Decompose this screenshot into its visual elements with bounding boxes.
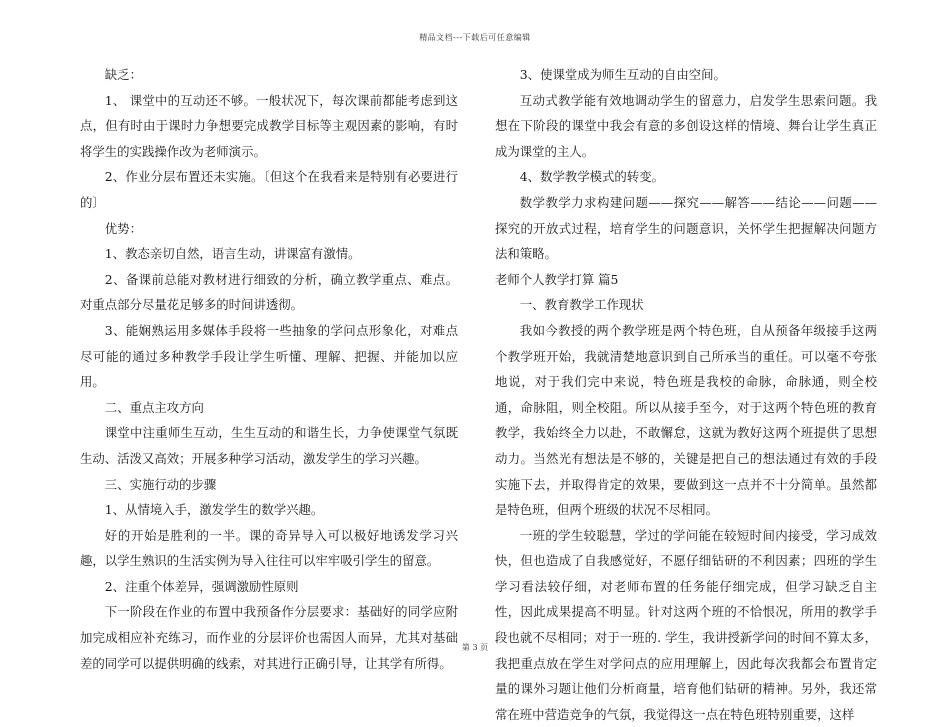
paragraph: 互动式教学能有效地调动学生的留意力，启发学生思索问题。我想在下阶段的课堂中我会有意的多创设这样的情境、舞台让学生真正成为课堂的主人。 bbox=[495, 92, 877, 159]
paragraph: 4、数学教学模式的转变。 bbox=[519, 169, 664, 185]
article-title: 老师个人教学打算 篇5 bbox=[495, 271, 619, 287]
paragraph: 一班的学生较聪慧，学过的学问能在较短时间内接受，学习成效快，但也造成了自我感觉好，不愿仔细钻研的不利因素；四班的学生学习看法较仔细，对老师布置的任务能仔细完成，但学习缺乏自主性，因此成果提高不明显。针对这两个班的不恰恨况，所用的教学手段也就不尽相同；对于一班的. 学生，我讲授新学问的时间不算太多，我把重点放在学生对学问点的应用理解上，因此每次我都会布置肯定量的课外习题让他们分析商量，培育他们钻研的精神。另外，我还常常在班中营造竞争的气氛，我觉得这一点在特色班特别重要，这样 bbox=[495, 527, 877, 722]
paragraph: 2、作业分层布置还未实施。〔但这个在我看来是特别有必要进行的〕 bbox=[80, 169, 458, 210]
section-heading: 二、重点主攻方向 bbox=[104, 399, 204, 415]
paragraph: 我如今教授的两个教学班是两个特色班，自从预备年级接手这两个教学班开始，我就清楚地意识到自己所承当的重任。可以毫不夸张地说，对于我们完中来说，特色班是我校的命脉，命脉通，则全校通，命脉阻，则全校阻。所以从接手至今，对于这两个特色班的教育教学，我始终全力以赴，不敢懈怠，这就为教好这两个班提供了思想动力。当然光有想法是不够的，关键是把自己的想法通过有效的手段实施下去，并取得肯定的效果，要做到这一点并不十分简单。虽然都是特色班，但两个班级的状况不尽相同。 bbox=[495, 322, 877, 518]
paragraph: 2、备课前总能对教材进行细致的分析，确立教学重点、难点。对重点部分尽量花足够多的时间讲透彻。 bbox=[80, 271, 458, 313]
right-column bbox=[495, 62, 877, 727]
paragraph: 2、注重个体差异，强调激励性原则 bbox=[104, 578, 299, 594]
paragraph: 好的开始是胜利的一半。课的奇异导入可以极好地诱发学习兴趣，以学生熟识的生活实例为导入往往可以牢牢吸引学生的留意。 bbox=[80, 527, 458, 569]
page-number: 第 3 页 bbox=[461, 643, 489, 652]
paragraph: 1、教态亲切自然，语言生动，讲课富有激情。 bbox=[104, 246, 361, 262]
paragraph: 优势： bbox=[104, 220, 142, 236]
paragraph: 3、能娴熟运用多媒体手段将一些抽象的学问点形象化，对难点尽可能的通过多种教学手段让学生听懂、理解、把握、并能加以应用。 bbox=[80, 322, 458, 390]
paragraph: 数学教学力求构建问题——探究——解答——结论——问题——探究的开放式过程，培育学生的问题意识，关怀学生把握解决问题方法和策略。 bbox=[495, 194, 877, 262]
paragraph: 下一阶段在作业的布置中我预备作分层要求：基础好的同学应附加完成相应补充练习，而作业的分层评价也需因人而异，尤其对基础差的同学可以提供明确的线索，对其进行正确引导，让其学有所得。 bbox=[80, 604, 458, 671]
page-header: 精品文档---下载后可任意编辑 bbox=[419, 33, 531, 42]
section-heading: 三、实施行动的步骤 bbox=[104, 476, 217, 492]
paragraph: 3、使课堂成为师生互动的自由空间。 bbox=[519, 67, 726, 82]
paragraph: 1、 课堂中的互动还不够。一般状况下，每次课前都能考虑到这点，但有时由于课时力争想要完成教学目标等主观因素的影响，有时将学生的实践操作改为老师演示。 bbox=[80, 92, 458, 159]
section-heading: 一、教育教学工作现状 bbox=[519, 297, 644, 313]
paragraph: 1、从情境入手，激发学生的数学兴趣。 bbox=[104, 502, 324, 518]
paragraph: 课堂中注重师生互动，生生互动的和谐生长，力争使课堂气氛既生动、活泼又高效；开展多种学习活动，激发学生的学习兴趣。 bbox=[80, 425, 458, 466]
paragraph: 缺乏： bbox=[104, 67, 142, 82]
left-column bbox=[80, 62, 458, 676]
